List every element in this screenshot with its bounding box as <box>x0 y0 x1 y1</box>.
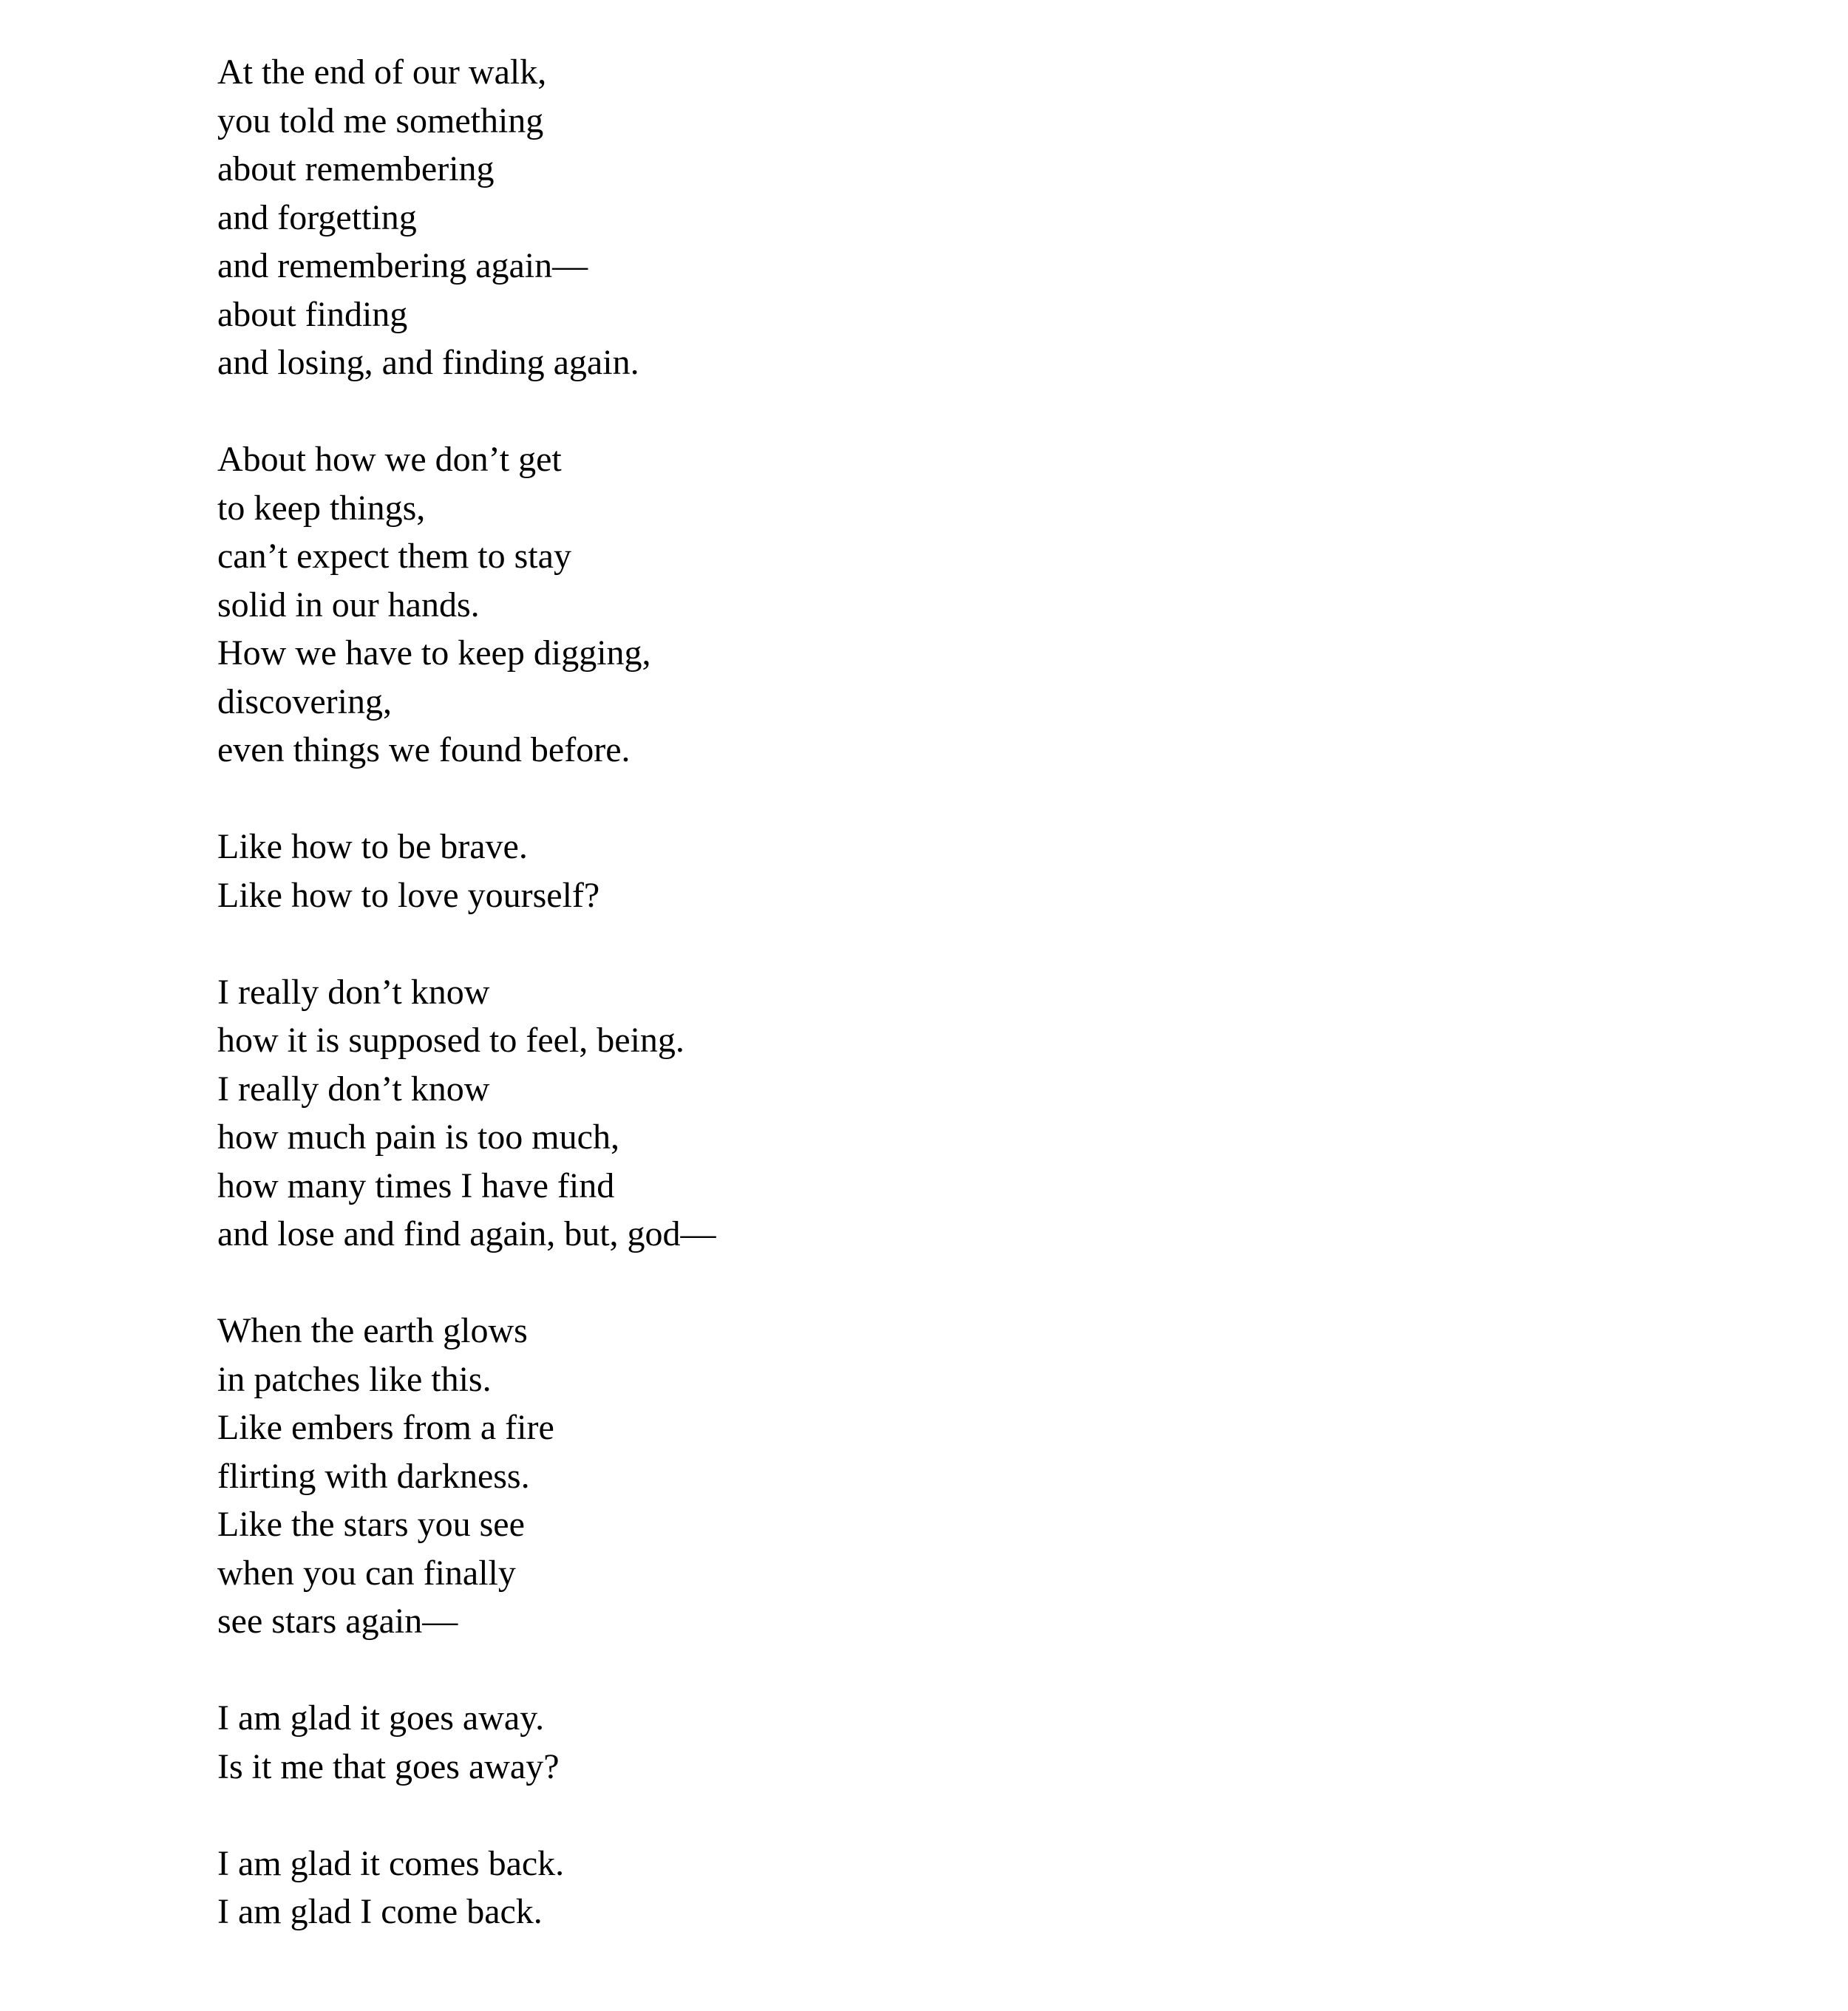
poem-line: Like embers from a fire <box>217 1408 554 1447</box>
poem-line: I am glad it goes away. <box>217 1698 545 1738</box>
poem-line: discovering, <box>217 681 392 721</box>
poem-line: can’t expect them to stay <box>217 537 571 576</box>
poem-line: I am glad it comes back. <box>217 1843 565 1883</box>
stanza-7 <box>217 1840 1622 1936</box>
poem-line: and losing, and finding again. <box>217 343 639 382</box>
poem-line: Like how to love yourself? <box>217 875 600 915</box>
poem-line: when you can finally <box>217 1553 516 1593</box>
poem-line: to keep things, <box>217 488 426 528</box>
poem-line: At the end of our walk, <box>217 52 547 92</box>
poem-line: solid in our hands. <box>217 585 480 625</box>
poem-line: and forgetting <box>217 197 417 237</box>
poem-line: Is it me that goes away? <box>217 1746 560 1786</box>
stanza-6 <box>217 1694 1622 1791</box>
poem-line: About how we don’t get <box>217 440 562 479</box>
poem-body <box>217 48 1622 1936</box>
poem-line: and remembering again— <box>217 246 588 285</box>
poem-line: how much pain is too much, <box>217 1117 619 1157</box>
stanza-5 <box>217 1307 1622 1646</box>
poem-line: see stars again— <box>217 1602 458 1641</box>
stanza-2 <box>217 435 1622 775</box>
poem-line: Like how to be brave. <box>217 827 528 866</box>
poem-line: about finding <box>217 294 408 334</box>
poem-line: flirting with darkness. <box>217 1456 530 1496</box>
poem-line: about remembering <box>217 149 495 188</box>
poem-line: How we have to keep digging, <box>217 633 651 673</box>
poem-line: I really don’t know <box>217 972 490 1012</box>
poem-line: how it is supposed to feel, being. <box>217 1021 684 1060</box>
poem-line: how many times I have find <box>217 1166 615 1205</box>
stanza-3 <box>217 823 1622 919</box>
poem-line: I am glad I come back. <box>217 1892 543 1931</box>
poem-line: even things we found before. <box>217 730 631 769</box>
poem-line: Like the stars you see <box>217 1505 525 1544</box>
poem-line: When the earth glows <box>217 1311 528 1350</box>
stanza-4 <box>217 968 1622 1259</box>
poem-line: I really don’t know <box>217 1069 490 1109</box>
poem-line: you told me something <box>217 101 544 140</box>
poem-line: and lose and find again, but, god— <box>217 1214 716 1253</box>
stanza-1 <box>217 48 1622 387</box>
poem-line: in patches like this. <box>217 1359 492 1399</box>
